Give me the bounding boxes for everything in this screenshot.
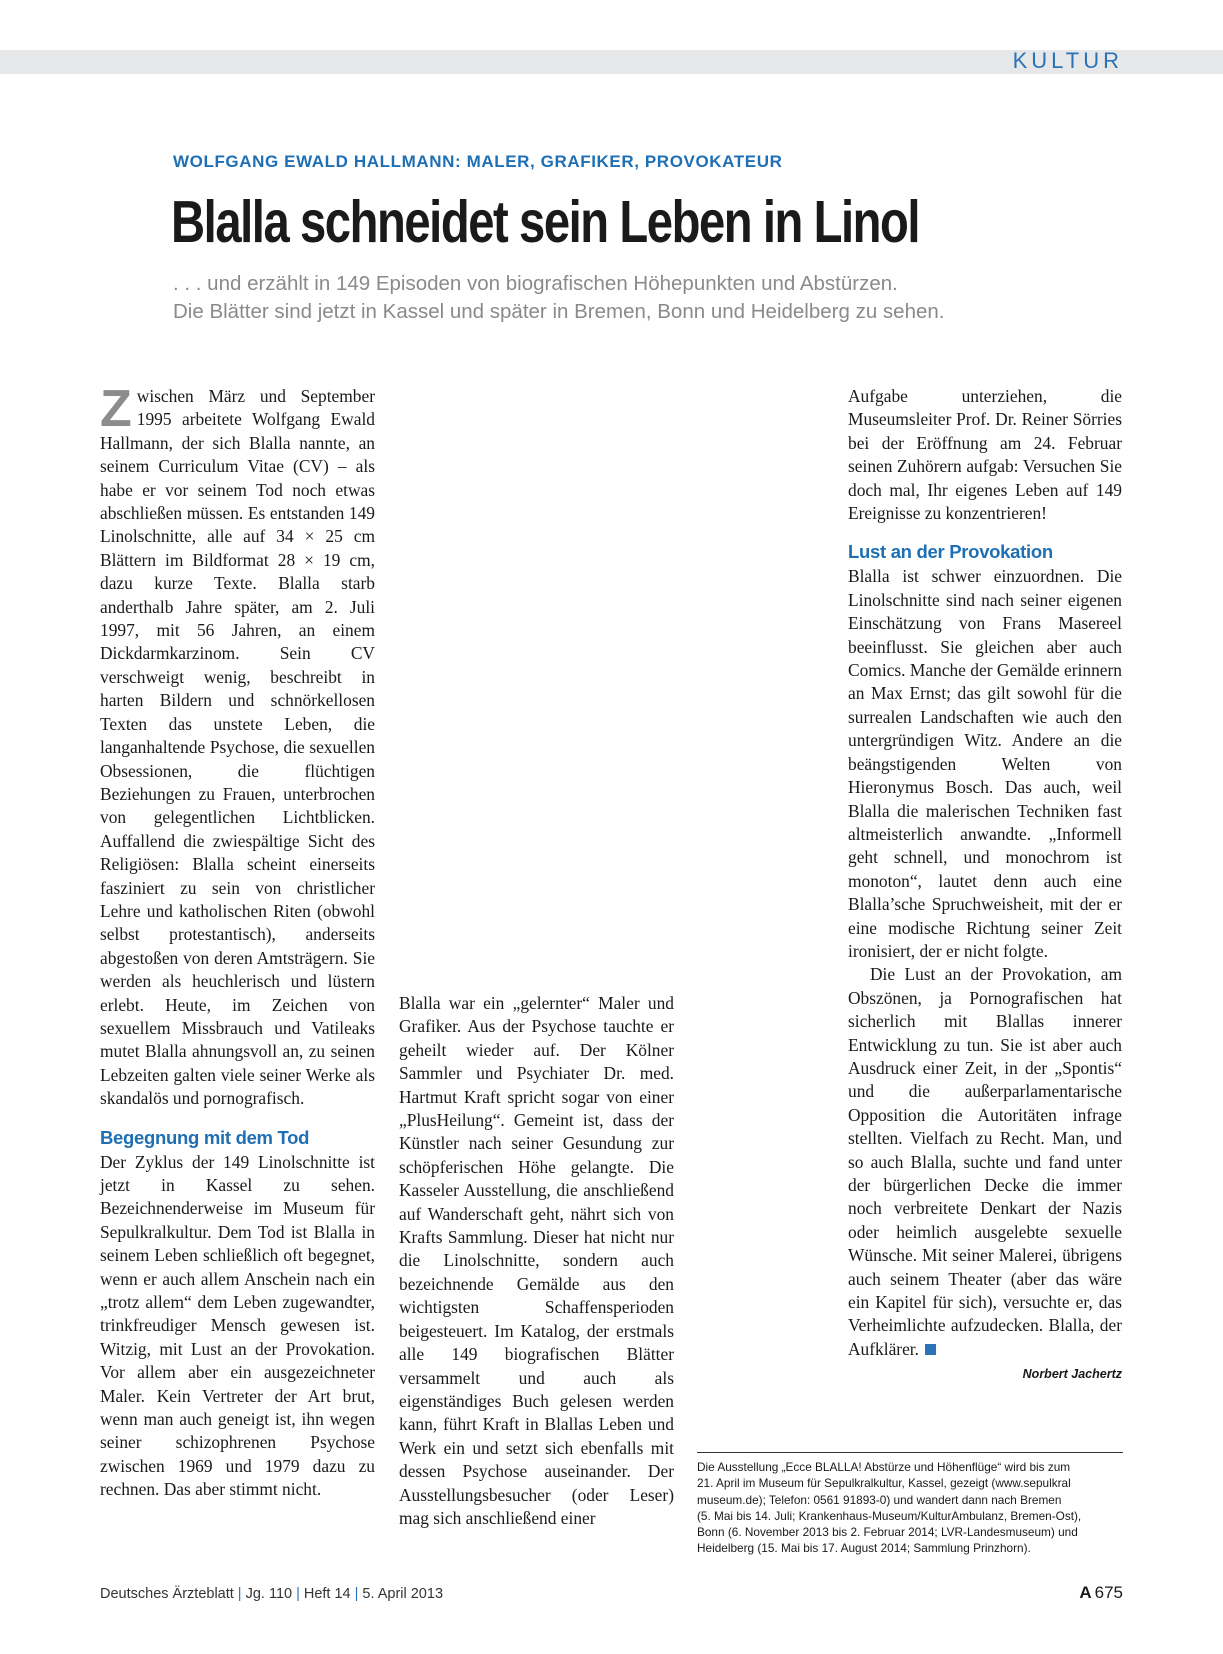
drop-cap: Z (100, 380, 132, 438)
page-number (1079, 1583, 1123, 1603)
footer-separator: | (296, 1586, 300, 1602)
subhead-line: Die Blätter sind jetzt in Kassel und später in Bremen, Bonn und Heidelberg zu sehen. (173, 300, 945, 323)
issue-date: 5. April 2013 (362, 1586, 444, 1602)
end-mark-icon (925, 1344, 936, 1355)
info-line: 21. April im Museum für Sepulkralkultur, Kassel, gezeigt (www.sepulkral (697, 1476, 1071, 1491)
page-footer (100, 1586, 443, 1602)
issue: Heft 14 (303, 1586, 351, 1602)
intro-paragraph (100, 380, 375, 1111)
volume: Jg. 110 (245, 1586, 293, 1602)
text-column-2 (399, 992, 674, 1530)
page-prefix: A (1079, 1583, 1092, 1602)
footer-separator: | (237, 1586, 242, 1602)
section-heading-begegnung: Begegnung mit dem Tod (100, 1126, 310, 1148)
body-paragraph: Blalla ist schwer einzuordnen. Die Linolschnitte sind nach seiner eigenen Einschätzung von Frans Masereel beeinflusst. Sie gleichen aber auch Comics. Manche der Gemälde erinnern an Max Ernst; das gilt sowohl für die surrealen Landschaften wie auch den untergründigen Witz. Andere an die beängstigenden Welten von Hieronymus Bosch. Das auch, weil Blalla die malerischen Techniken fast altmeisterlich anwandte. „Informell geht schnell, und monochrom ist monoton“, lautet denn auch eine Blalla’sche Spruchweisheit, mit der er eine modische Richtung seiner Zeit ironisiert, der er nicht folgte. (848, 566, 1122, 961)
info-line: Heidelberg (15. Mai bis 17. August 2014; Sammlung Prinzhorn). (697, 1541, 1031, 1556)
article-kicker: WOLFGANG EWALD HALLMANN: MALER, GRAFIKER, PROVOKATEUR (173, 152, 783, 171)
info-line: museum.de); Telefon: 0561 91893-0) und wandert dann nach Bremen (697, 1492, 1062, 1507)
body-paragraph: Blalla war ein „gelernter“ Maler und Grafiker. Aus der Psychose tauchte er geheilt wieder auf. Der Kölner Sammler und Psychiater Dr. med. Hartmut Kraft spricht sogar von einer „PlusHeilung“. Gemeint ist, dass der Künstler nach seiner Gesundung zur schöpferischen Höhe gelangte. Die Kasseler Ausstellung, die anschließend auf Wanderschaft geht, nährt sich von Krafts Sammlung. Dieser hat nicht nur die Linolschnitte, sondern auch bezeichnende Gemälde aus den wichtigsten Schaffensperioden beigesteuert. Im Katalog, der erstmals alle 149 biografischen Blätter versammelt und auch als eigenständiges Buch gelesen werden kann, führt Kraft in Blallas Leben und Werk ein und setzt sich ebenfalls mit dessen Psychose auseinander. Der Ausstellungsbesucher (oder Leser) mag sich anschließend einer (399, 993, 674, 1528)
footer-separator: | (354, 1586, 359, 1602)
text-column-1 (100, 380, 375, 1502)
body-paragraph (848, 963, 1122, 1361)
info-line: Bonn (6. November 2013 bis 2. Februar 2014; LVR-Landesmuseum) und (697, 1525, 1078, 1540)
intro-text: wischen März und September 1995 arbeitete Wolfgang Ewald Hallmann, der sich Blalla nannte, an seinem Curriculum Vitae (CV) – als habe er vor seinem Tod noch etwas abschließen müssen. Es entstanden 149 Linolschnitte, alle auf 34 × 25 cm Blättern im Bildformat 28 × 19 cm, dazu kurze Texte. Blalla starb anderthalb Jahre später, am 2. Juli 1997, mit 56 Jahren, an einem Dickdarmkarzinom. Sein CV verschweigt wenig, beschreibt in harten Bildern und schnörkellosen Texten das unstete Leben, die langanhaltende Psychose, die sexuellen Obsessionen, die flüchtigen Beziehungen zu Frauen, unterbrochen von gelegentlichen Lichtblicken. Auffallend die zwiespältige Sicht des Religiösen: Blalla scheint einerseits fasziniert zu sein von christlicher Lehre und katholischen Riten (obwohl selbst protestantisch), anderseits abgestoßen von deren Amtsträgern. Sie werden als heuchlerisch und lüstern erlebt. Heute, im Zeichen von sexuellem Missbrauch und Vatileaks mutet Blalla ahnungsvoll an, zu seinen Lebzeiten galten viele seiner Werke als skandalös und pornografisch. (100, 386, 375, 1109)
closing-text: Die Lust an der Provokation, am Obszönen, ja Pornografischen hat sicherlich mit Blallas innerer Entwicklung zu tun. Sie ist aber auch Ausdruck einer Zeit, in der „Spontis“ und die außerparlamentarische Opposition die Autoritäten infrage stellten. Vielfach zu Recht. Man, und so auch Blalla, suchte und fand unter der bürgerlichen Decke die immer noch verbreitete Denkart der Nazis oder heimlich ausgelebte sexuelle Wünsche. Mit seiner Malerei, übrigens auch seinem Theater (aber das wäre ein Kapitel für sich), versuchte er, das Verheimlichte aufzudecken. Blalla, der Aufklärer. (848, 964, 1122, 1359)
info-line: Die Ausstellung „Ecce BLALLA! Abstürze und Höhenflüge“ wird bis zum (697, 1460, 1071, 1474)
body-paragraph: Der Zyklus der 149 Linolschnitte ist jetzt in Kassel zu sehen. Bezeichnenderweise im Museum für Sepulkralkultur. Dem Tod ist Blalla in seinem Leben schließlich oft begegnet, wenn er auch allem Anschein nach ein „trotz allem“ dem Leben zugewandter, trinkfreudiger Mensch gewesen ist. Witzig, mit Lust an der Provokation. Vor allem aber ein ausgezeichneter Maler. Kein Vertreter der Art brut, wenn man auch geneigt ist, ihn wegen seiner schizophrenen Psychose zwischen 1969 und 1979 dazu zu rechnen. Das aber stimmt nicht. (100, 1151, 375, 1500)
page-number-value: 675 (1094, 1583, 1123, 1602)
article-headline: Blalla schneidet sein Leben in Linol (171, 189, 920, 255)
section-label: KULTUR (1012, 48, 1123, 73)
text-column-3 (848, 385, 1122, 1387)
article-subhead (173, 270, 1073, 326)
journal-name: Deutsches Ärzteblatt (100, 1586, 234, 1602)
body-paragraph: Aufgabe unterziehen, die Museumsleiter Prof. Dr. Reiner Sörries bei der Eröffnung am 24. Februar seinen Zuhörern aufgab: Versuchen Sie doch mal, Ihr eigenes Leben auf 149 Ereignisse zu konzentrieren! (848, 386, 1122, 524)
subhead-line: . . . und erzählt in 149 Episoden von biografischen Höhepunkten und Abstürzen. (173, 272, 898, 295)
info-line: (5. Mai bis 14. Juli; Krankenhaus-Museum/KulturAmbulanz, Bremen-Ost), (697, 1508, 1082, 1523)
exhibition-info-box (697, 1452, 1123, 1557)
section-heading-provokation: Lust an der Provokation (848, 541, 1053, 563)
author-name: Norbert Jachertz (1022, 1367, 1122, 1382)
